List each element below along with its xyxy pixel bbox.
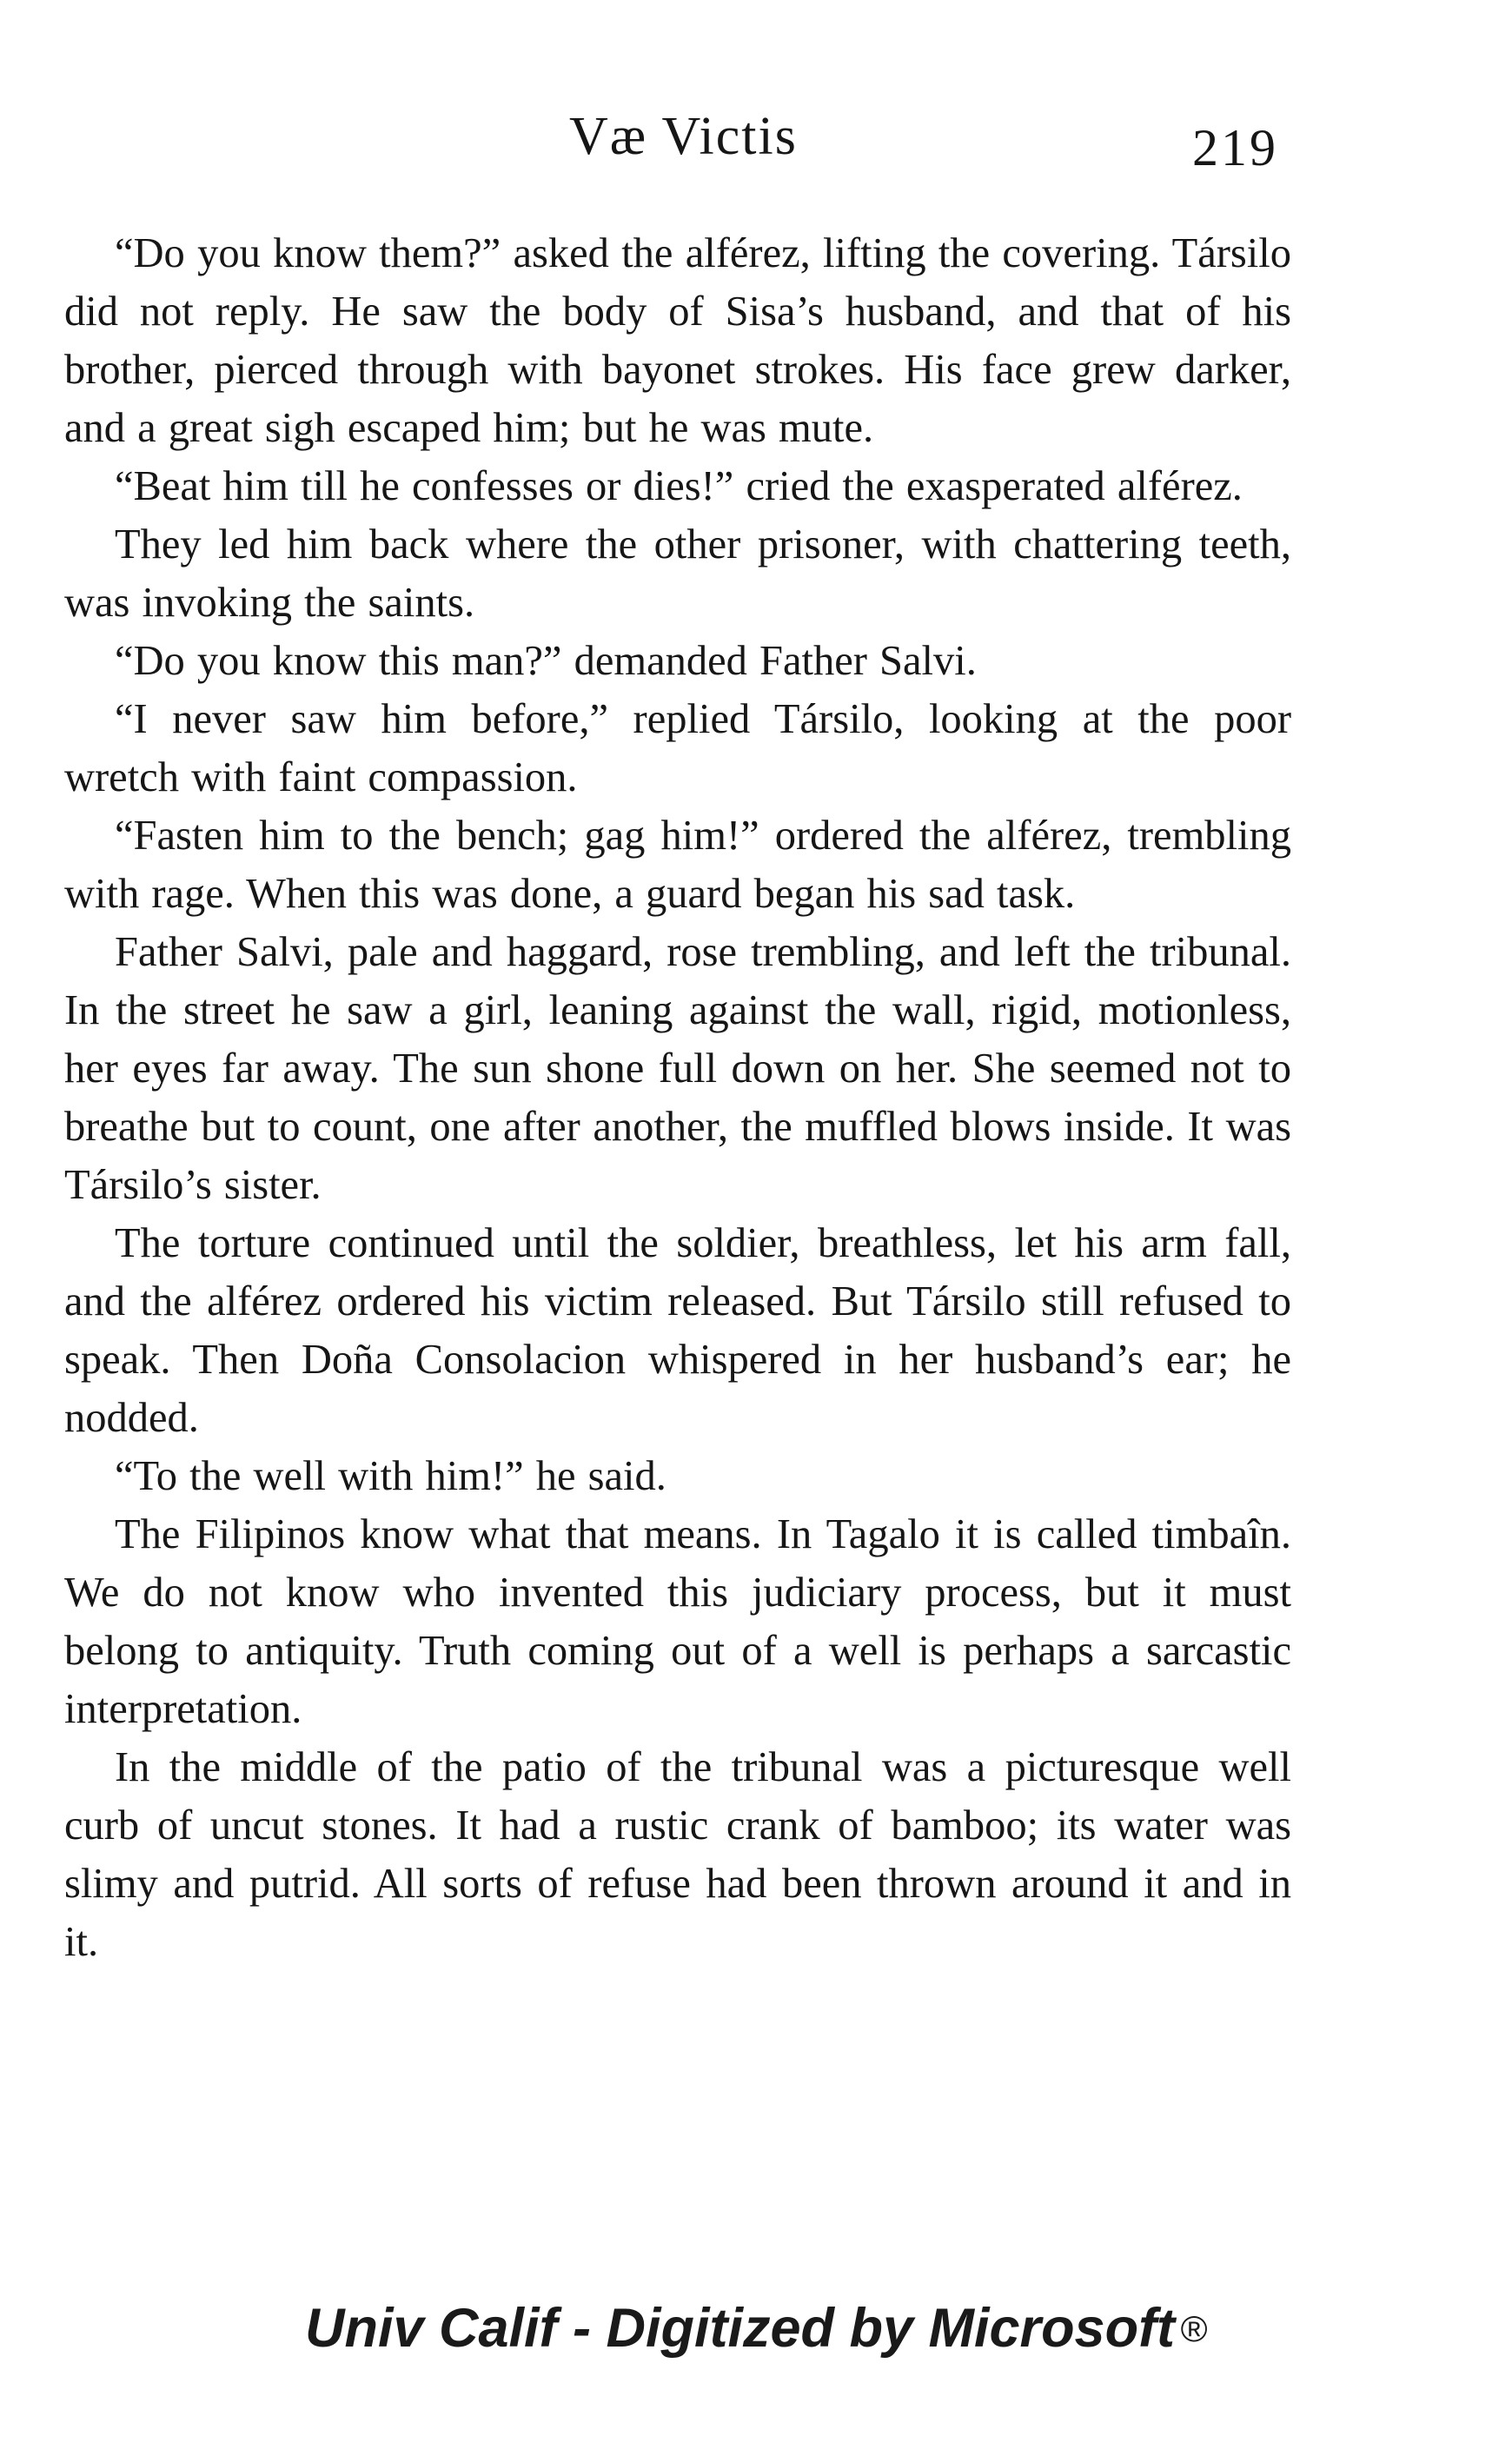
paragraph-6: “Fasten him to the bench; gag him!” ordered the alférez, trembling with rage. When this was done, a guard began his sad task. [64, 813, 1291, 917]
running-header [0, 103, 1512, 181]
paragraph-3: They led him back where the other prisoner, with chattering teeth, was invoking the saints. [64, 521, 1291, 626]
body-text [64, 224, 1291, 1971]
page-number: 219 [1192, 119, 1278, 176]
paragraph-11: In the middle of the patio of the tribunal was a picturesque well curb of uncut stones. It had a rustic crank of bamboo; its water was slimy and putrid. All sorts of refuse had been thrown around it and in it. [64, 1744, 1291, 1965]
running-title: Væ Victis [569, 107, 798, 166]
paragraph-7: Father Salvi, pale and haggard, rose trembling, and left the tribunal. In the street he saw a girl, leaning against the wall, rigid, motionless, her eyes far away. The sun shone full down on her. She seemed not to breathe but to count, one after another, the muffled blows inside. It was Társilo’s sister. [64, 929, 1291, 1208]
paragraph-4: “Do you know this man?” demanded Father Salvi. [115, 638, 977, 684]
registered-mark: ® [1180, 2308, 1207, 2349]
watermark-text: Univ Calif - Digitized by Microsoft [304, 2298, 1176, 2359]
digitization-watermark [0, 2298, 1512, 2359]
paragraph-10: The Filipinos know what that means. In Tagalo it is called timbaîn. We do not know who invented this judiciary process, but it must belong to antiquity. Truth coming out of a well is perhaps a sarcastic interpretation. [64, 1511, 1291, 1732]
paragraph-8: The torture continued until the soldier, breathless, let his arm fall, and the alférez ordered his victim released. But Társilo still refused to speak. Then Doña Consolacion whispered in her husband’s ear; he nodded. [64, 1220, 1291, 1441]
paragraph-5: “I never saw him before,” replied Társilo, looking at the poor wretch with faint compassion. [64, 696, 1291, 800]
paragraph-1: “Do you know them?” asked the alférez, lifting the covering. Társilo did not reply. He saw the body of Sisa’s husband, and that of his brother, pierced through with bayonet strokes. His face grew darker, and a great sigh escaped him; but he was mute. [64, 230, 1291, 451]
paragraph-2: “Beat him till he confesses or dies!” cried the exasperated alférez. [115, 463, 1243, 509]
paragraph-9: “To the well with him!” he said. [115, 1453, 666, 1499]
